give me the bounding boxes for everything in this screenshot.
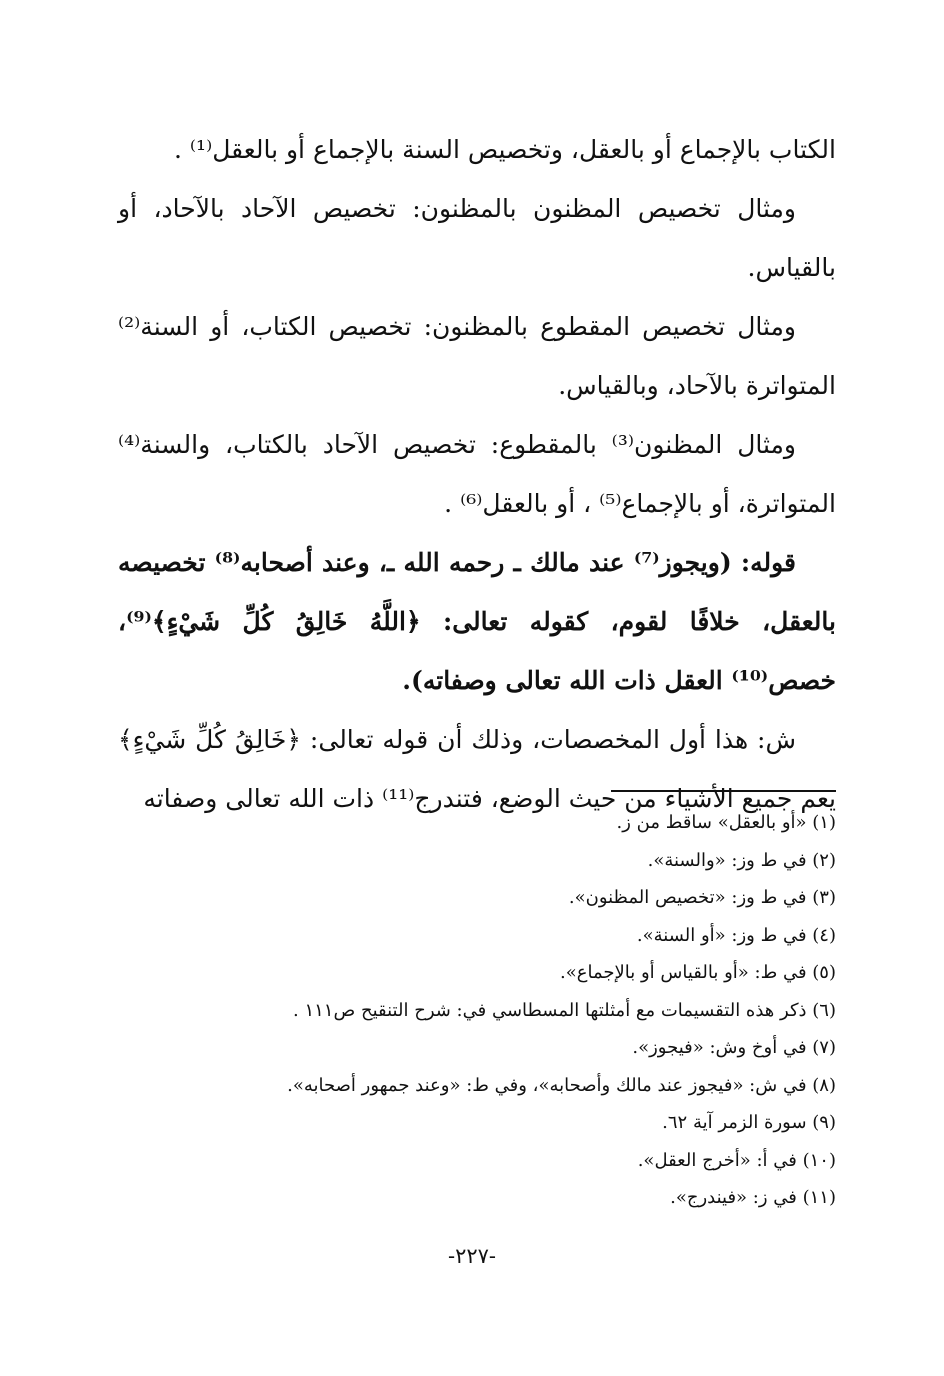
footnote-9: (٩) سورة الزمر آية ٦٢. [662, 1112, 836, 1133]
footnote-3: (٣) في ط وز: «تخصيص المظنون». [568, 887, 836, 908]
footnote-7: (٧) في أوخ وش: «فيجوز». [632, 1037, 836, 1058]
footnote-8: (٨) في ش: «فيجوز عند مالك وأصحابه»، وفي ط: «وعند جمهور أصحابه». [287, 1074, 836, 1096]
footnote-1: (١) «أو بالعقل» ساقط من ز. [616, 812, 836, 833]
footnote-6: (٦) ذكر هذه التقسيمات مع أمثلتها المسطاسي في: شرح التنقيح ص١١١ . [293, 999, 836, 1021]
footnote-2: (٢) في ط وز: «والسنة». [647, 849, 836, 871]
paragraph-6-commentary: ش: هذا أول المخصصات، وذلك أن قوله تعالى: ﴿خَالِقُ كُلِّ شَيْءٍ﴾ يعم جميع الأشياء من حيث الوضع، فتندرج⁽¹¹⁾ ذات الله تعالى وصفاته [118, 725, 836, 813]
paragraph-2: ومثال تخصيص المظنون بالمظنون: تخصيص الآحاد بالآحاد، أو بالقياس. [118, 194, 836, 282]
paragraph-3: ومثال تخصيص المقطوع بالمظنون: تخصيص الكتاب، أو السنة⁽²⁾ المتواترة بالآحاد، وبالقياس. [118, 312, 836, 400]
footnote-4: (٤) في ط وز: «أو السنة». [636, 924, 836, 946]
footnote-10: (١٠) في أ: «أخرج العقل». [637, 1149, 836, 1171]
footnotes-list [110, 804, 836, 1217]
footnote-11: (١١) في ز: «فيندرج». [670, 1187, 836, 1208]
paragraph-1: الكتاب بالإجماع أو بالعقل، وتخصيص السنة بالإجماع أو بالعقل⁽¹⁾ . [173, 135, 836, 164]
footnote-divider [611, 790, 836, 792]
paragraph-4: ومثال المظنون⁽³⁾ بالمقطوع: تخصيص الآحاد بالكتاب، والسنة⁽⁴⁾ المتواترة، أو بالإجماع⁽⁵⁾ ، أو بالعقل⁽⁶⁾ . [118, 430, 836, 518]
paragraph-5-quoted-text: قوله: (ويجوز⁽⁷⁾ عند مالك ـ رحمه الله ـ، وعند أصحابه⁽⁸⁾ تخصيصه بالعقل، خلافًا لقوم، كقوله تعالى: ﴿اللَّهُ خَالِقُ كُلِّ شَيْءٍ﴾⁽⁹⁾، خصص⁽¹⁰⁾ العقل ذات الله تعالى وصفاته). [118, 548, 836, 695]
footnote-5: (٥) في ط: «أو بالقياس أو بالإجماع». [560, 962, 836, 983]
page-number: -٢٢٧- [447, 1244, 497, 1268]
main-text [118, 120, 836, 828]
